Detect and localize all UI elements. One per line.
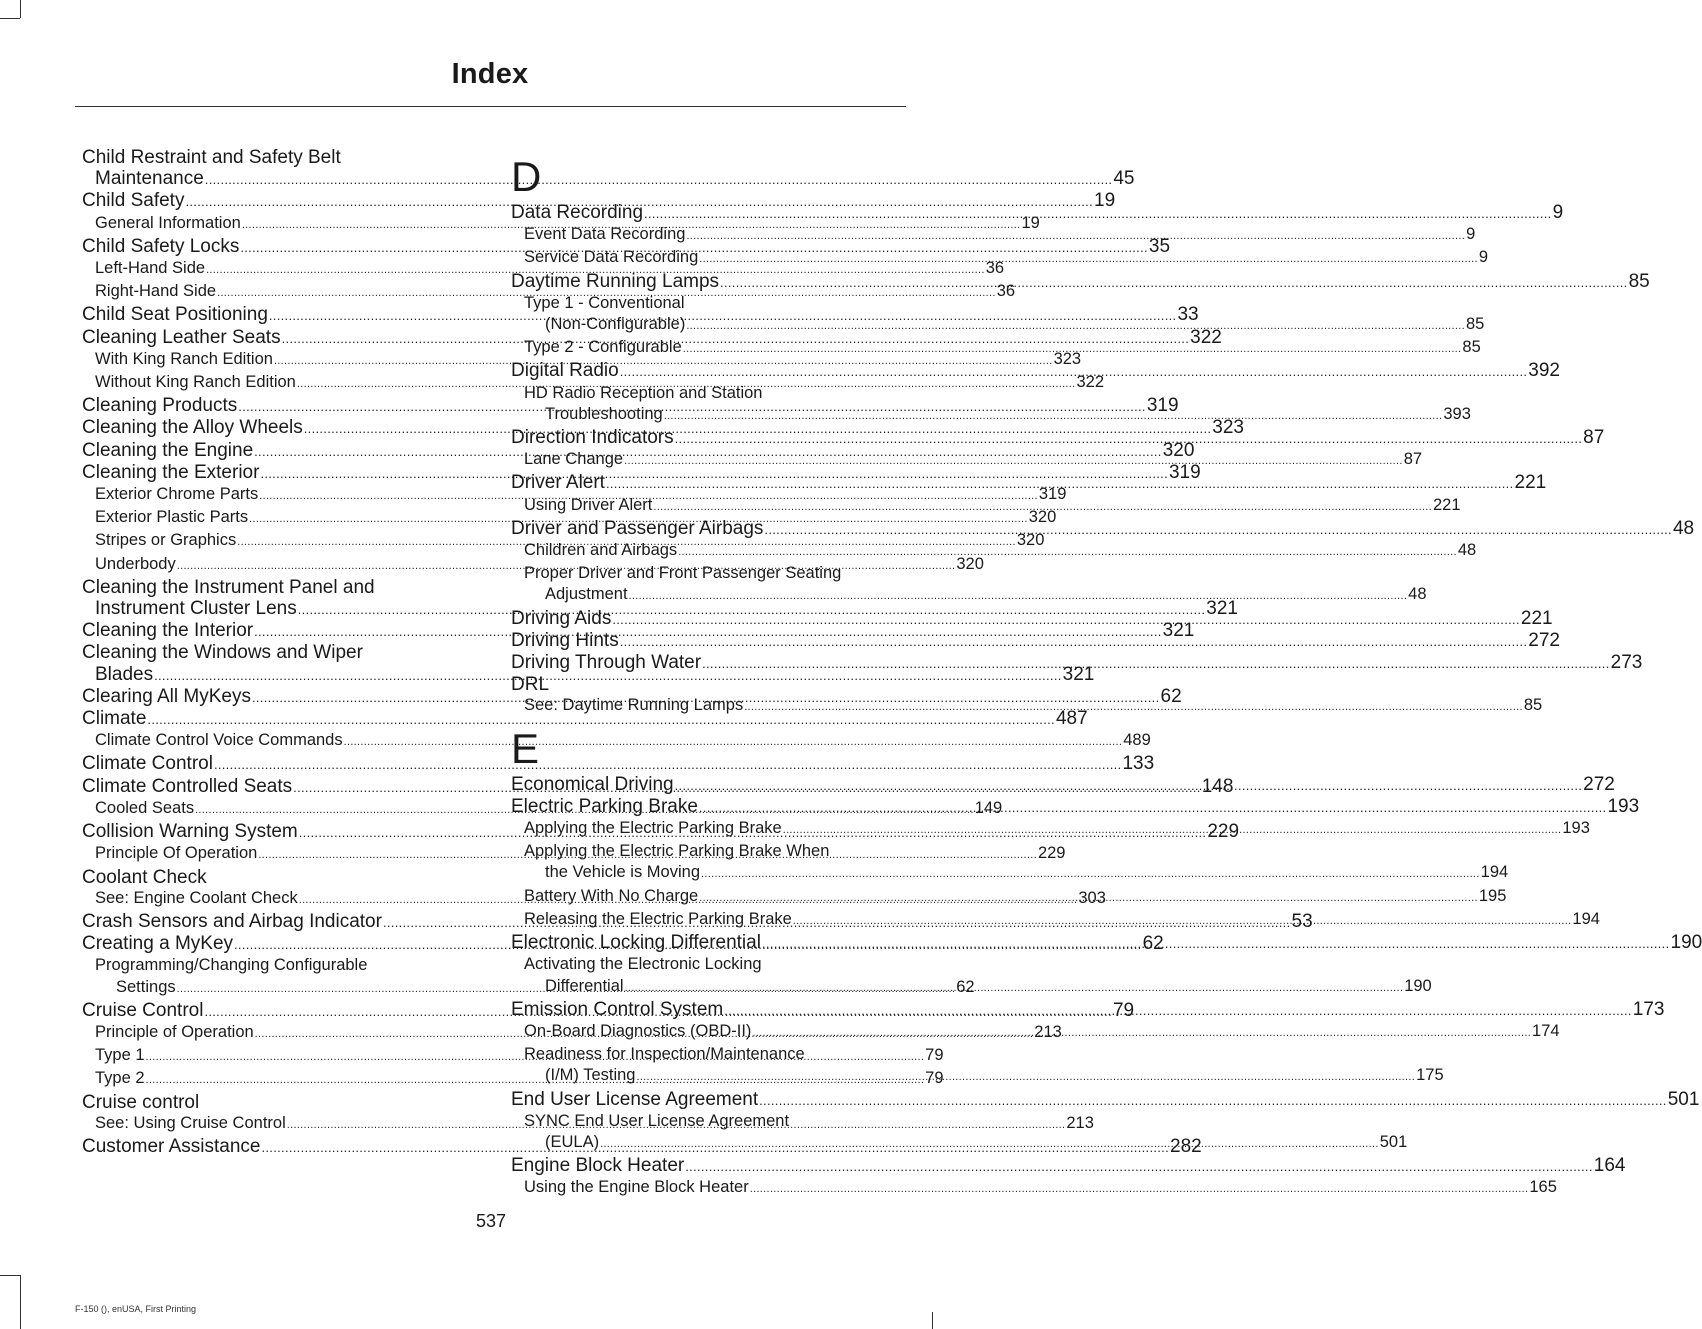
entry-text: Driving Aids (511, 607, 612, 629)
page-ref: 174 (1532, 1021, 1560, 1040)
page-ref: 36 (985, 259, 1005, 278)
entry-text: Cruise Control (82, 999, 204, 1021)
entry-line (524, 584, 1427, 607)
entry-text: HD Radio Reception and Station (524, 383, 763, 402)
entry-text: Maintenance (95, 168, 204, 190)
entry-text: (EULA) (545, 1132, 600, 1151)
entry-text: SYNC End User License Agreement (524, 1111, 790, 1130)
dot-leader (759, 1090, 1667, 1111)
entry-text: (Non-Configurable) (545, 315, 686, 334)
page-ref: 282 (1170, 1135, 1202, 1157)
crop-mark (0, 1275, 20, 1276)
entry-text: Cleaning the Exterior (82, 461, 260, 483)
entry-line (95, 955, 470, 976)
page-ref: 501 (1379, 1132, 1408, 1151)
dot-leader (624, 451, 1403, 472)
entry-line (95, 730, 1151, 753)
entry-text: Releasing the Electric Parking Brake (524, 909, 792, 928)
page-ref: 45 (1113, 168, 1135, 190)
entry-text: Crash Sensors and Airbag Indicator (82, 910, 382, 932)
footer-text: F-150 (), enUSA, First Printing (75, 1304, 197, 1314)
dot-leader (644, 203, 1552, 224)
entry-line (524, 293, 899, 314)
crop-mark (932, 1312, 933, 1329)
dot-leader (606, 473, 1514, 494)
dot-leader (675, 428, 1583, 449)
dot-leader (744, 697, 1523, 718)
dot-leader (699, 797, 1607, 818)
entry-text: Using the Engine Block Heater (524, 1178, 749, 1197)
page-ref: 53 (1291, 910, 1313, 932)
entry-text: Differential (545, 976, 624, 995)
page-ref: 303 (1078, 888, 1106, 907)
entry-text: Cooled Seats (95, 798, 195, 817)
page-ref: 319 (1168, 461, 1201, 483)
dot-leader (702, 653, 1610, 674)
entry-text: the Vehicle is Moving (545, 863, 701, 882)
entry-text: Children and Airbags (524, 541, 678, 560)
page-ref: 48 (1457, 541, 1477, 560)
page-ref: 62 (1160, 685, 1182, 707)
page-ref: 319 (1038, 485, 1067, 504)
index-entry (82, 190, 1116, 212)
index-entry (511, 674, 899, 695)
entry-line (82, 867, 470, 888)
page-title: Index (451, 58, 529, 90)
dot-leader (720, 272, 1628, 293)
dot-leader (620, 631, 1528, 652)
entry-text: Coolant Check (82, 866, 207, 888)
dot-leader (664, 406, 1443, 427)
page-ref: 489 (1123, 731, 1151, 750)
page-ref: 165 (1529, 1178, 1557, 1197)
entry-text: Cleaning Leather Seats (82, 326, 281, 348)
page-ref: 190 (1404, 976, 1432, 995)
dot-leader (699, 888, 1478, 909)
dot-leader (699, 249, 1478, 270)
page-ref: 321 (1162, 620, 1195, 642)
entry-text: Right-Hand Side (95, 282, 217, 301)
entry-text: Battery With No Charge (524, 886, 699, 905)
entry-line (511, 1155, 1626, 1177)
page-ref: 48 (1408, 585, 1427, 604)
dot-leader (600, 1134, 1379, 1155)
entry-text: Direction Indicators (511, 427, 674, 449)
page-ref: 320 (956, 554, 984, 573)
crop-mark (0, 18, 20, 19)
entry-text: Cleaning the Engine (82, 439, 254, 461)
section-letter: D (511, 153, 542, 200)
entry-text: Cruise control (82, 1091, 200, 1113)
entry-text: Cleaning the Instrument Panel and (82, 576, 375, 598)
entry-text: Child Safety Locks (82, 235, 240, 257)
page-ref: 272 (1583, 773, 1615, 795)
entry-line (82, 190, 1116, 212)
entry-line (82, 577, 470, 598)
entry-text: Applying the Electric Parking Brake (524, 819, 782, 838)
page-ref: 48 (1672, 517, 1695, 539)
entry-line (524, 1044, 899, 1065)
entry-text: Left-Hand Side (95, 259, 206, 278)
entry-text: Activating the Electronic Locking (524, 955, 762, 974)
index-subentry (82, 730, 1151, 753)
entry-line (511, 360, 1560, 382)
page-ref: 175 (1416, 1066, 1444, 1085)
dot-leader (752, 1023, 1531, 1044)
page-ref: 393 (1443, 404, 1471, 423)
page-ref: 221 (1433, 495, 1461, 514)
entry-text: Creating a MyKey (82, 933, 234, 955)
page-ref: 320 (1016, 531, 1045, 550)
page-ref: 33 (1177, 304, 1199, 326)
entry-text: Applying the Electric Parking Brake When (524, 842, 830, 861)
entry-text: Customer Assistance (82, 1135, 261, 1157)
entry-text: Climate Controlled Seats (82, 775, 293, 797)
entry-text: Driver Alert (511, 472, 605, 494)
page-ref: 392 (1528, 360, 1560, 382)
entry-text: On-Board Diagnostics (OBD-II) (524, 1021, 752, 1040)
entry-text: Driver and Passenger Airbags (511, 517, 764, 539)
section-letter: E (511, 724, 540, 772)
page-ref: 322 (1190, 326, 1222, 348)
entry-line (524, 954, 899, 975)
dot-leader (683, 339, 1462, 360)
entry-text: Using Driver Alert (524, 495, 653, 514)
page-ref: 323 (1212, 417, 1244, 439)
entry-text: End User License Agreement (511, 1088, 759, 1110)
entry-text: Cleaning the Alloy Wheels (82, 417, 303, 439)
entry-text: Clearing All MyKeys (82, 685, 251, 707)
page-ref: 62 (1142, 933, 1164, 955)
page-ref: 195 (1478, 886, 1507, 905)
entry-text: (I/M) Testing (545, 1066, 636, 1085)
page-ref: 190 (1670, 932, 1702, 954)
entry-line (524, 862, 1509, 885)
entry-text: See: Engine Coolant Check (95, 888, 298, 907)
entry-text: Exterior Plastic Parts (95, 508, 249, 527)
entry-text: DRL (511, 674, 550, 696)
entry-text: Instrument Cluster Lens (95, 598, 297, 620)
page-ref: 36 (996, 282, 1016, 301)
entry-text: See: Daytime Running Lamps (524, 696, 744, 715)
page-ref: 148 (1201, 775, 1234, 797)
index-entry (511, 1088, 1700, 1111)
title-rule (75, 106, 906, 107)
crop-mark (20, 1275, 21, 1329)
entry-text: Driving Through Water (511, 652, 702, 674)
dot-leader (762, 933, 1670, 954)
page-ref: 323 (1053, 349, 1082, 368)
entry-text: Electric Parking Brake (511, 795, 698, 817)
dot-leader (636, 1067, 1415, 1088)
page-ref: 213 (1034, 1022, 1062, 1041)
entry-text: Digital Radio (511, 360, 619, 382)
page-ref: 85 (1628, 270, 1650, 292)
entry-text: Emission Control System (511, 998, 724, 1020)
entry-text: Cleaning the Interior (82, 620, 254, 642)
dot-leader (675, 775, 1583, 796)
dot-leader (686, 316, 1465, 337)
index-entry (511, 1155, 1626, 1177)
entry-text: Settings (116, 977, 176, 996)
page-ref: 229 (1037, 844, 1066, 863)
page-ref: 221 (1514, 472, 1547, 494)
page-number: 537 (475, 1211, 507, 1231)
dot-leader (629, 586, 1408, 607)
entry-line (82, 753, 1155, 775)
entry-text: Exterior Chrome Parts (95, 485, 259, 504)
dot-leader (701, 864, 1480, 885)
page-ref: 133 (1122, 753, 1155, 775)
entry-text: See: Using Cruise Control (95, 1113, 286, 1132)
dot-leader (678, 542, 1457, 563)
index-entry (82, 867, 470, 888)
dot-leader (686, 226, 1465, 247)
entry-text: Collision Warning System (82, 821, 298, 843)
entry-text: Blades (95, 663, 154, 685)
page-ref: 321 (1206, 598, 1238, 620)
entry-text: Type 2 (95, 1069, 145, 1088)
entry-line (524, 1177, 1557, 1200)
entry-text: Climate (82, 708, 147, 730)
entry-text: Climate Control (82, 753, 213, 775)
entry-line (524, 1111, 899, 1132)
dot-leader (612, 609, 1520, 630)
page-ref: 87 (1583, 427, 1605, 449)
page-ref: 487 (1055, 708, 1088, 730)
entry-text: Electronic Locking Differential (511, 932, 761, 954)
dot-leader (783, 820, 1562, 841)
page-ref: 19 (1021, 213, 1040, 232)
page-ref: 319 (1146, 395, 1179, 417)
page-ref: 272 (1528, 629, 1560, 651)
page-ref: 320 (1162, 439, 1195, 461)
entry-text: Type 1 (95, 1046, 145, 1065)
entry-text: Economical Driving (511, 773, 674, 795)
entry-line (524, 563, 899, 584)
entry-line (82, 708, 1088, 730)
page-ref: 35 (1148, 235, 1171, 257)
entry-text: Cleaning the Windows and Wiper (82, 642, 363, 664)
entry-text: Type 1 - Conventional (524, 293, 685, 312)
page-ref: 229 (1207, 821, 1240, 843)
dot-leader (625, 978, 1404, 999)
entry-text: Data Recording (511, 202, 644, 223)
entry-text: Adjustment (545, 585, 628, 604)
entry-text: Child Restraint and Safety Belt (82, 147, 341, 168)
page-ref: 164 (1593, 1155, 1626, 1177)
entry-line (82, 642, 470, 663)
entry-text: Service Data Recording (524, 248, 699, 267)
index-entry (511, 360, 1560, 382)
dot-leader (653, 497, 1432, 518)
page-ref: 501 (1667, 1088, 1700, 1110)
dot-leader (750, 1179, 1529, 1200)
entry-line (524, 383, 899, 404)
page-ref: 85 (1523, 696, 1543, 715)
page-ref: 9 (1552, 202, 1564, 223)
entry-text: Troubleshooting (545, 404, 663, 423)
index-entry (82, 753, 1155, 775)
page-ref: 85 (1462, 338, 1481, 357)
dot-leader (793, 911, 1572, 932)
entry-text: Stripes or Graphics (95, 531, 237, 550)
entry-line (511, 1088, 1700, 1111)
index-entry (82, 147, 1135, 190)
dot-leader (685, 1156, 1593, 1177)
entry-text: With King Ranch Edition (95, 349, 273, 368)
page-ref: 193 (1562, 819, 1590, 838)
dot-leader (764, 519, 1672, 540)
entry-text: Proper Driver and Front Passenger Seating (524, 564, 842, 583)
page-ref: 213 (1066, 1113, 1094, 1132)
entry-line (511, 674, 899, 695)
entry-text: Underbody (95, 554, 176, 573)
dot-leader (620, 361, 1528, 382)
entry-text: Daytime Running Lamps (511, 270, 720, 292)
dot-leader (724, 1000, 1632, 1021)
entry-text: Readiness for Inspection/Maintenance (524, 1045, 805, 1064)
page-ref: 149 (974, 798, 1003, 817)
entry-text: Principle of Operation (95, 1022, 254, 1041)
page-ref: 19 (1094, 190, 1116, 212)
entry-text: Type 2 - Configurable (524, 338, 682, 357)
entry-text: Engine Block Heater (511, 1155, 685, 1177)
page-ref: 194 (1480, 863, 1509, 882)
index-entry (82, 708, 1088, 730)
crop-mark (20, 0, 21, 18)
entry-line (82, 1092, 470, 1113)
page-ref: 87 (1403, 450, 1423, 469)
entry-text: Programming/Changing Configurable (95, 956, 368, 975)
index-entry (82, 1092, 470, 1113)
entry-line (82, 168, 1135, 190)
page-ref: 9 (1478, 248, 1489, 267)
page-ref: 320 (1028, 508, 1057, 527)
page-ref: 273 (1610, 652, 1643, 674)
entry-line (524, 841, 899, 862)
page-ref: 193 (1607, 795, 1640, 817)
page-ref: 221 (1520, 607, 1553, 629)
page-ref: 194 (1572, 909, 1600, 928)
page-ref: 79 (1112, 999, 1135, 1021)
page-ref: 322 (1076, 373, 1105, 392)
entry-text: Child Safety (82, 190, 185, 212)
page-ref: 9 (1466, 225, 1476, 244)
entry-text: General Information (95, 213, 241, 232)
entry-text: Principle Of Operation (95, 844, 258, 863)
entry-text: Event Data Recording (524, 225, 686, 244)
page-ref: 62 (956, 977, 975, 996)
entry-text: Climate Control Voice Commands (95, 731, 343, 750)
page-ref: 79 (925, 1046, 944, 1065)
entry-text: Lane Change (524, 450, 624, 469)
entry-text: Child Seat Positioning (82, 304, 268, 326)
page-ref: 79 (925, 1069, 944, 1088)
page-ref: 85 (1465, 315, 1485, 334)
page-ref: 173 (1632, 998, 1665, 1020)
entry-text: Cleaning Products (82, 395, 238, 417)
page-ref: 321 (1062, 663, 1095, 685)
entry-text: Driving Hints (511, 629, 619, 651)
index-subentry (511, 1177, 1557, 1200)
entry-line (82, 147, 470, 168)
entry-text: Without King Ranch Edition (95, 373, 296, 392)
